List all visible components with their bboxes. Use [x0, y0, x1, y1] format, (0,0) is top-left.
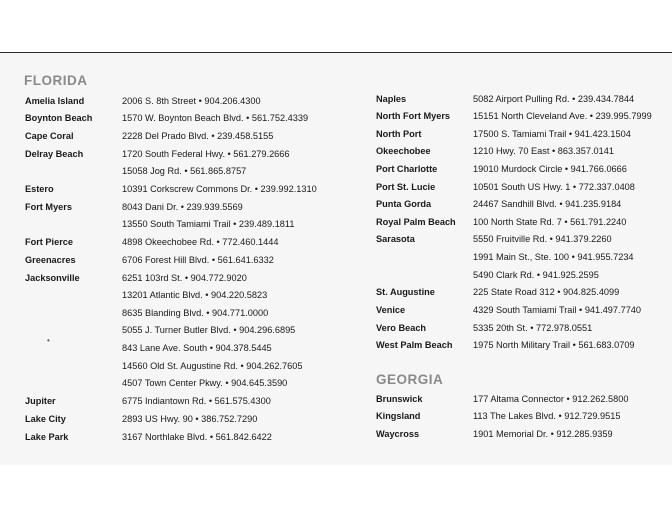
city-name: Sarasota	[376, 234, 415, 244]
city-name: Okeechobee	[376, 146, 431, 156]
store-address: 113 The Lakes Blvd. • 912.729.9515	[473, 411, 621, 421]
city-name: Fort Pierce	[25, 237, 73, 247]
city-name: Lake City	[25, 414, 66, 424]
city-name: Amelia Island	[25, 96, 85, 106]
store-address: 10501 South US Hwy. 1 • 772.337.0408	[473, 182, 635, 192]
georgia-heading: GEORGIA	[376, 372, 444, 387]
store-address: 4898 Okeechobee Rd. • 772.460.1444	[122, 237, 279, 247]
city-name: Estero	[25, 184, 54, 194]
store-address: 1991 Main St., Ste. 100 • 941.955.7234	[473, 252, 634, 262]
store-address: 5335 20th St. • 772.978.0551	[473, 323, 593, 333]
locations-sheet	[0, 52, 672, 465]
city-name: Punta Gorda	[376, 199, 432, 209]
store-address: 4507 Town Center Pkwy. • 904.645.3590	[122, 378, 288, 388]
store-address: 5082 Airport Pulling Rd. • 239.434.7844	[473, 94, 635, 104]
city-name: Port St. Lucie	[376, 182, 436, 192]
city-name: Lake Park	[25, 432, 69, 442]
store-address: 2893 US Hwy. 90 • 386.752.7290	[122, 414, 258, 424]
city-name: Delray Beach	[25, 149, 84, 159]
store-address: 15058 Jog Rd. • 561.865.8757	[122, 166, 247, 176]
city-name: North Fort Myers	[376, 111, 451, 121]
city-name: Fort Myers	[25, 202, 72, 212]
city-name: Port Charlotte	[376, 164, 438, 174]
city-name: Brunswick	[376, 394, 423, 404]
store-address: 177 Altama Connector • 912.262.5800	[473, 394, 629, 404]
city-name: North Port	[376, 129, 422, 139]
city-name: Greenacres	[25, 255, 76, 265]
store-address: 2006 S. 8th Street • 904.206.4300	[122, 96, 261, 106]
store-address: 24467 Sandhill Blvd. • 941.235.9184	[473, 199, 622, 209]
store-address: 8635 Blanding Blvd. • 904.771.0000	[122, 308, 269, 318]
store-address: 19010 Murdock Circle • 941.766.0666	[473, 164, 627, 174]
city-name: St. Augustine	[376, 287, 435, 297]
store-address: 6251 103rd St. • 904.772.9020	[122, 273, 247, 283]
store-address: 13201 Atlantic Blvd. • 904.220.5823	[122, 290, 268, 300]
city-name: Cape Coral	[25, 131, 74, 141]
store-address: 13550 South Tamiami Trail • 239.489.1811	[122, 219, 295, 229]
store-address: 8043 Dani Dr. • 239.939.5569	[122, 202, 243, 212]
city-name: Waycross	[376, 429, 420, 439]
store-address: 5490 Clark Rd. • 941.925.2595	[473, 270, 599, 280]
store-address: 6706 Forest Hill Blvd. • 561.641.6332	[122, 255, 274, 265]
store-address: 4329 South Tamiami Trail • 941.497.7740	[473, 305, 642, 315]
store-address: 5550 Fruitville Rd. • 941.379.2260	[473, 234, 612, 244]
store-address: 5055 J. Turner Butler Blvd. • 904.296.6895	[122, 325, 296, 335]
store-address: 3167 Northlake Blvd. • 561.842.6422	[122, 432, 272, 442]
stray-mark: •	[47, 336, 50, 345]
city-name: Boynton Beach	[25, 113, 93, 123]
store-address: 225 State Road 312 • 904.825.4099	[473, 287, 620, 297]
city-name: Naples	[376, 94, 407, 104]
store-address: 100 North State Rd. 7 • 561.791.2240	[473, 217, 627, 227]
store-address: 1720 South Federal Hwy. • 561.279.2666	[122, 149, 290, 159]
store-address: 1210 Hwy. 70 East • 863.357.0141	[473, 146, 614, 156]
store-address: 843 Lane Ave. South • 904.378.5445	[122, 343, 272, 353]
store-address: 2228 Del Prado Blvd. • 239.458.5155	[122, 131, 274, 141]
city-name: West Palm Beach	[376, 340, 453, 350]
city-name: Kingsland	[376, 411, 421, 421]
florida-heading: FLORIDA	[24, 73, 88, 88]
city-name: Jupiter	[25, 396, 56, 406]
city-name: Jacksonville	[25, 273, 80, 283]
store-address: 1975 North Military Trail • 561.683.0709	[473, 340, 635, 350]
store-address: 6775 Indiantown Rd. • 561.575.4300	[122, 396, 271, 406]
city-name: Venice	[376, 305, 406, 315]
city-name: Royal Palm Beach	[376, 217, 456, 227]
store-address: 15151 North Cleveland Ave. • 239.995.7999	[473, 111, 652, 121]
store-address: 1901 Memorial Dr. • 912.285.9359	[473, 429, 613, 439]
store-address: 10391 Corkscrew Commons Dr. • 239.992.1310	[122, 184, 317, 194]
store-address: 1570 W. Boynton Beach Blvd. • 561.752.4339	[122, 113, 309, 123]
store-address: 14560 Old St. Augustine Rd. • 904.262.7605	[122, 361, 303, 371]
city-name: Vero Beach	[376, 323, 427, 333]
store-address: 17500 S. Tamiami Trail • 941.423.1504	[473, 129, 631, 139]
